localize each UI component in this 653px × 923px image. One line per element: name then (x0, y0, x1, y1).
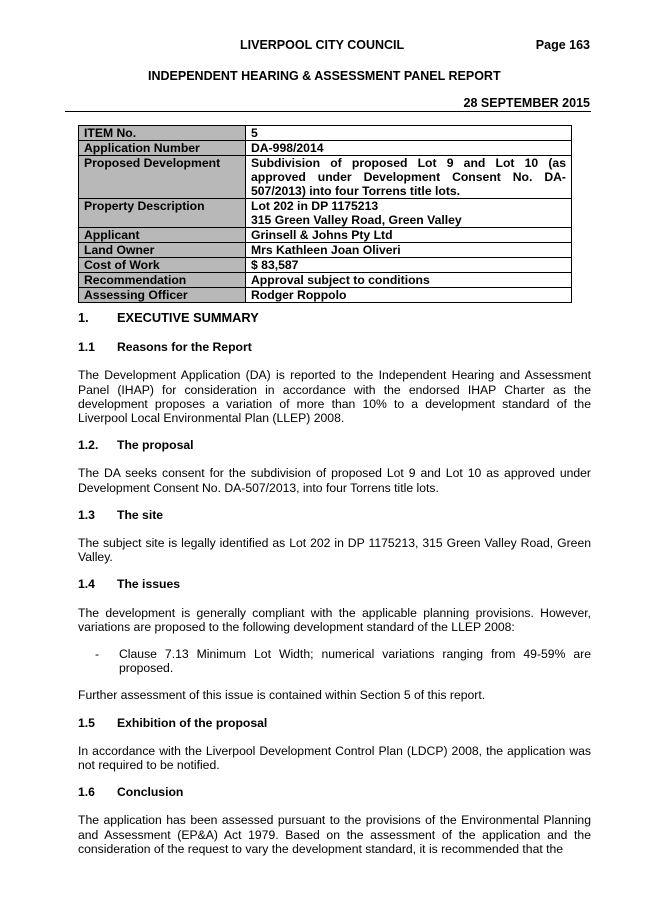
row-value: Rodger Roppolo (246, 288, 572, 303)
row-key: Application Number (79, 141, 246, 156)
list-item (78, 647, 591, 675)
table-row (79, 258, 572, 273)
subsection-heading (78, 340, 591, 354)
report-date: 28 SEPTEMBER 2015 (463, 96, 590, 110)
subsection-number: 1.4 (78, 577, 95, 592)
paragraph: In accordance with the Liverpool Development Control Plan (LDCP) 2008, the application was not required to be notified. (78, 743, 591, 773)
lot-description: Lot 202 in DP 1175213 (251, 199, 379, 213)
row-value: Mrs Kathleen Joan Oliveri (246, 243, 572, 258)
row-value: 5 (246, 126, 572, 141)
subsection-title: Conclusion (117, 785, 184, 800)
paragraph: The subject site is legally identified as Lot 202 in DP 1175213, 315 Green Valley Road, Green Valley. (78, 536, 591, 565)
row-key: Property Description (79, 199, 246, 228)
subsection-number: 1.2. (78, 438, 99, 453)
subsection-number: 1.3 (78, 507, 95, 522)
subsection-title: The issues (117, 577, 180, 592)
subsection-title: The proposal (117, 438, 194, 453)
row-key: Recommendation (79, 273, 246, 288)
table-row (79, 126, 572, 141)
row-value: Subdivision of proposed Lot 9 and Lot 10 (as approved under Development Consent No. DA-507/2013) into four Torrens title lots. (246, 156, 572, 199)
row-value: $ 83,587 (246, 258, 572, 273)
application-summary-table (78, 125, 572, 303)
row-value (246, 199, 572, 228)
subsection-heading (78, 508, 591, 522)
report-title: INDEPENDENT HEARING & ASSESSMENT PANEL REPORT (148, 69, 501, 83)
paragraph: The development is generally compliant with the applicable planning provisions. However, variations are proposed to the following development standard of the LLEP 2008: (78, 605, 591, 634)
row-value: Approval subject to conditions (246, 273, 572, 288)
subsection-number: 1.6 (78, 785, 95, 800)
report-body (78, 311, 591, 869)
table-row (79, 141, 572, 156)
table-row (79, 288, 572, 303)
bullet-dash: - (95, 647, 100, 662)
council-name: LIVERPOOL CITY COUNCIL (240, 38, 405, 52)
table-row (79, 199, 572, 228)
section-title: EXECUTIVE SUMMARY (117, 310, 259, 325)
row-key: Cost of Work (79, 258, 246, 273)
row-key: ITEM No. (79, 126, 246, 141)
section-heading (78, 311, 591, 325)
subsection-number: 1.5 (78, 715, 95, 730)
table-row (79, 243, 572, 258)
subsection-title: Reasons for the Report (117, 340, 252, 355)
row-value: DA-998/2014 (246, 141, 572, 156)
subsection-heading (78, 785, 591, 799)
subsection-heading (78, 438, 591, 452)
row-value: Grinsell & Johns Pty Ltd (246, 228, 572, 243)
row-key: Assessing Officer (79, 288, 246, 303)
subsection-title: Exhibition of the proposal (117, 715, 268, 730)
bullet-text: Clause 7.13 Minimum Lot Width; numerical variations ranging from 49-59% are proposed. (119, 647, 591, 676)
street-address: 315 Green Valley Road, Green Valley (251, 213, 462, 227)
table-row (79, 228, 572, 243)
table-row (79, 273, 572, 288)
page-number: Page 163 (535, 38, 590, 52)
paragraph: Further assessment of this issue is contained within Section 5 of this report. (78, 688, 486, 703)
paragraph: The Development Application (DA) is reported to the Independent Hearing and Assessment Panel (IHAP) for consideration in accordance with the endorsed IHAP Charter as the development proposes a variation of more than 10% to a development standard of the Liverpool Local Environmental Plan (LLEP) 2008. (78, 368, 591, 426)
subsection-heading (78, 716, 591, 730)
row-key: Land Owner (79, 243, 246, 258)
subsection-heading (78, 577, 591, 591)
section-number: 1. (78, 310, 89, 325)
table-row (79, 156, 572, 199)
row-key: Proposed Development (79, 156, 246, 199)
row-key: Applicant (79, 228, 246, 243)
subsection-number: 1.1 (78, 340, 95, 355)
paragraph: The DA seeks consent for the subdivision of proposed Lot 9 and Lot 10 as approved under Development Consent No. DA-507/2013, into four Torrens title lots. (78, 466, 591, 495)
header-divider (65, 111, 591, 112)
paragraph: The application has been assessed pursuant to the provisions of the Environmental Planning and Assessment (EP&A) Act 1979. Based on the assessment of the application and the consideration of the request to vary the development standard, it is recommended that the (78, 813, 591, 856)
subsection-title: The site (117, 507, 164, 522)
